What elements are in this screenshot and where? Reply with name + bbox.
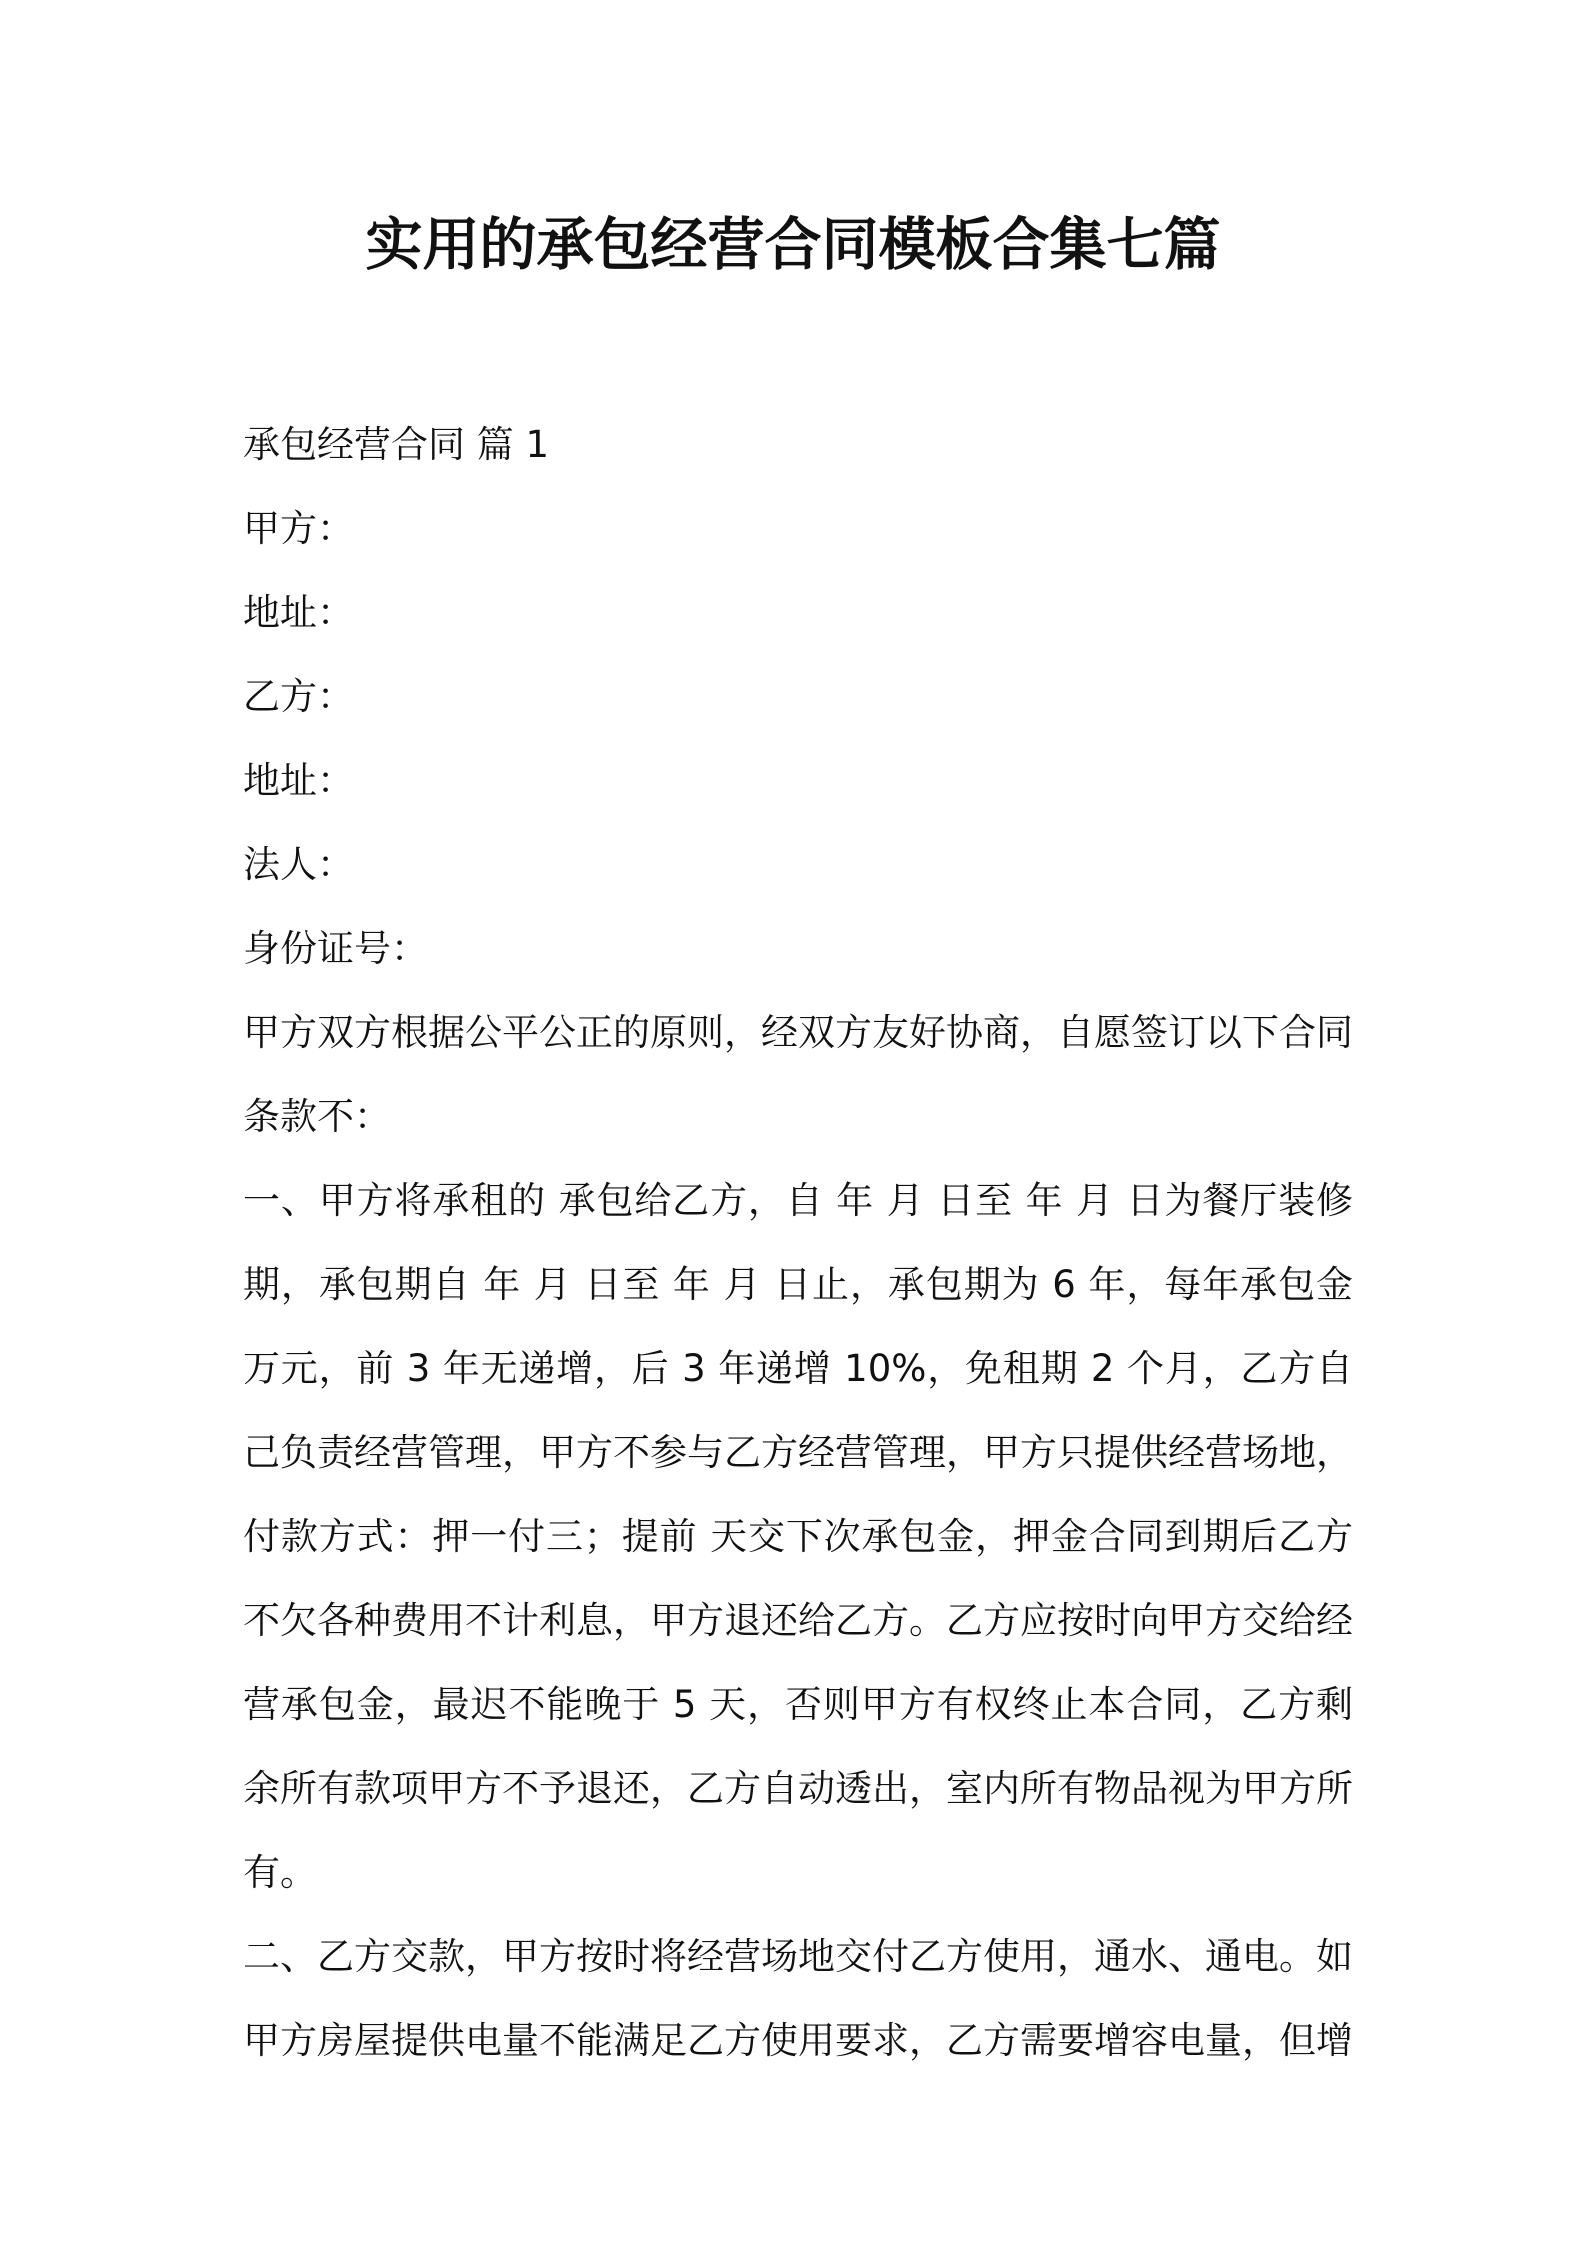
field-party-b: 乙方： bbox=[243, 675, 354, 718]
field-id-number: 身份证号： bbox=[243, 927, 428, 970]
field-address-b: 地址： bbox=[243, 759, 354, 802]
clause-1-paragraph: 一、甲方将承租的 承包给乙方，自 年 月 日至 年 月 日为餐厅装修期，承包期自 年 月 日至 年 月 日止，承包期为 6 年，每年承包金 万元，前 3 年无递增，后 3 年递增 10%，免租期 2 个月，乙方自己负责经营管理，甲方不参与乙方经营管理，甲方只提供经营场地，付款方式：押一付三；提前 天交下次承包金，押金合同到期后乙方不欠各种费用不计利息，甲方退还给乙方。乙方应按时向甲方交给经营承包金，最迟不能晚于 5 天，否则甲方有权终止本合同，乙方剩余所有款项甲方不予退还，乙方自动透出，室内所有物品视为甲方所有。 bbox=[243, 1179, 1353, 1894]
document-title: 实用的承包经营合同模板合集七篇 bbox=[365, 212, 1221, 278]
intro-paragraph: 甲方双方根据公平公正的原则，经双方友好协商，自愿签订以下合同条款不： bbox=[243, 1011, 1353, 1138]
field-legal-person: 法人： bbox=[243, 843, 354, 886]
clause-2-paragraph: 二、乙方交款，甲方按时将经营场地交付乙方使用，通水、通电。如甲方房屋提供电量不能满足乙方使用要求，乙方需要增容电量，但增 bbox=[243, 1935, 1353, 2062]
document-body bbox=[243, 403, 1353, 2083]
section-heading: 承包经营合同 篇 1 bbox=[243, 423, 550, 466]
field-party-a: 甲方： bbox=[243, 507, 354, 550]
field-address-a: 地址： bbox=[243, 591, 354, 634]
